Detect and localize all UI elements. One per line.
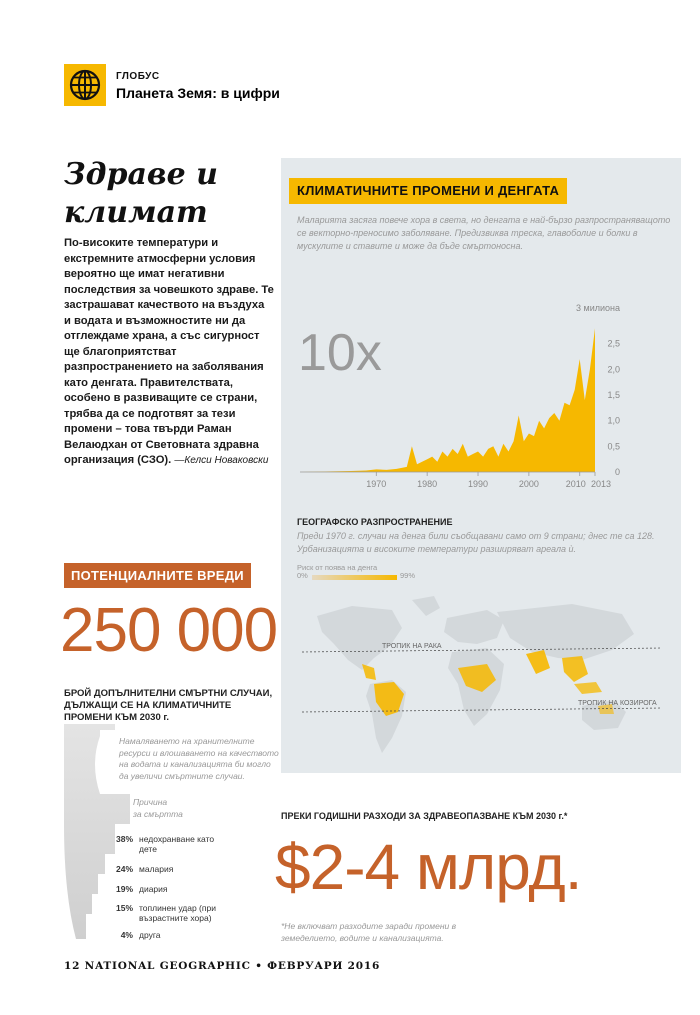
risk-legend-max: 99% bbox=[400, 571, 416, 580]
article-author: —Келси Новаковски bbox=[174, 455, 269, 466]
cause-header-line-1: Причина bbox=[133, 797, 168, 807]
x-tick-label: 2000 bbox=[518, 479, 539, 489]
extra-deaths-caption: БРОЙ ДОПЪЛНИТЕЛНИ СМЪРТНИ СЛУЧАИ, ДЪЛЖАЩИ СЕ НА КЛИМАТИЧНИТЕ ПРОМЕНИ КЪМ 2030 г. bbox=[64, 688, 273, 723]
cause-label: малария bbox=[139, 864, 174, 874]
x-tick-label: 2010 bbox=[565, 479, 586, 489]
extra-deaths-number: 250 000 bbox=[60, 596, 278, 665]
cost-value: $2-4 млрд. bbox=[275, 831, 582, 903]
page-footer: 12 NATIONAL GEOGRAPHIC • ФЕВРУАРИ 2016 bbox=[64, 960, 381, 972]
cause-percent: 19% bbox=[115, 884, 133, 894]
cause-percent: 24% bbox=[115, 864, 133, 874]
y-tick-label: 1,0 bbox=[607, 415, 620, 426]
section-subtitle: Планета Земя: в цифри bbox=[116, 85, 280, 101]
y-tick-label: 2,5 bbox=[607, 338, 620, 349]
climate-panel-description: Маларията засяга повече хора в света, но денгата е най-бързо разпространяващото се векторно-преносимо заболяване. Предизвиква треска, главоболие и болки в мускулите и ставите и може да бъде смъртоносна. bbox=[297, 215, 671, 251]
reduction-note: Намаляването на хранителните ресурси и влошаването на качеството на водата и канализацията би могло да увеличи смъртните случаи. bbox=[119, 736, 279, 781]
climate-panel-title: КЛИМАТИЧНИТЕ ПРОМЕНИ И ДЕНГАТА bbox=[289, 178, 567, 204]
dengue-cases-chart bbox=[290, 298, 620, 498]
cause-percent: 38% bbox=[115, 834, 133, 844]
cost-caption: ПРЕКИ ГОДИШНИ РАЗХОДИ ЗА ЗДРАВЕОПАЗВАНЕ КЪМ 2030 г.* bbox=[281, 811, 568, 821]
x-tick-label: 2013 bbox=[590, 479, 612, 489]
article-title-line-2: климат bbox=[64, 195, 208, 230]
section-kicker: ГЛОБУС bbox=[116, 71, 160, 82]
cause-percent: 4% bbox=[120, 930, 133, 940]
geo-description: Преди 1970 г. случаи на денга били съобщавани само от 9 страни; днес те са 128. Урбанизацията и високите температури разширяват ареала ѝ. bbox=[297, 531, 655, 554]
tropic-capricorn-label: ТРОПИК НА КОЗИРОГА bbox=[578, 700, 657, 707]
article-body bbox=[64, 236, 274, 469]
x-tick-label: 1980 bbox=[417, 479, 438, 489]
article-body-text: По-високите температури и екстремните атмосферни условия вероятно ще имат негативни последствия за човешкото здраве. Те застрашават качеството на въздуха и водата и възможностите ни да отглеждаме храна, а със сигурност ще благоприятстват разпространението на заболявания като денгата. Правителствата, особено в развиващите се страни, трябва да се подготвят за тези промени – това твърди Раман Велаюдхан от Световната здравна организация (СЗО). bbox=[64, 237, 274, 466]
cause-label: недохранване като дете bbox=[139, 834, 215, 854]
article-title-line-1: Здраве и bbox=[64, 157, 218, 192]
cause-label: диария bbox=[139, 884, 168, 894]
y-tick-label: 2,0 bbox=[607, 364, 620, 375]
cause-header bbox=[133, 797, 183, 820]
x-tick-label: 1990 bbox=[468, 479, 489, 489]
article-title bbox=[64, 156, 264, 232]
harms-title: ПОТЕНЦИАЛНИТЕ ВРЕДИ bbox=[64, 563, 251, 588]
chart-annotation: 10x bbox=[298, 324, 382, 382]
risk-legend-label: Риск от поява на денга bbox=[297, 563, 378, 572]
cost-note: *Не включват разходите заради промени в земеделието, водите и канализацията. bbox=[281, 921, 457, 943]
world-risk-map bbox=[282, 588, 682, 768]
risk-legend-bar bbox=[312, 575, 397, 580]
cause-label: топлинен удар (при възрастните хора) bbox=[139, 903, 216, 923]
geo-title: ГЕОГРАФСКО РАЗПРОСТРАНЕНИЕ bbox=[297, 517, 453, 527]
y-tick-label: 1,5 bbox=[607, 390, 620, 400]
x-tick-label: 1970 bbox=[366, 479, 387, 489]
y-tick-label: 0,5 bbox=[607, 441, 620, 452]
risk-legend-min: 0% bbox=[297, 571, 308, 580]
cause-header-line-2: за смъртта bbox=[133, 808, 183, 819]
tropic-cancer-label: ТРОПИК НА РАКА bbox=[382, 643, 442, 650]
globe-icon bbox=[64, 64, 106, 106]
cause-percent: 15% bbox=[115, 903, 133, 913]
cause-label: друга bbox=[139, 930, 161, 940]
y-tick-label: 0 bbox=[614, 467, 620, 477]
chart-unit-label: 3 милиона bbox=[576, 303, 620, 313]
